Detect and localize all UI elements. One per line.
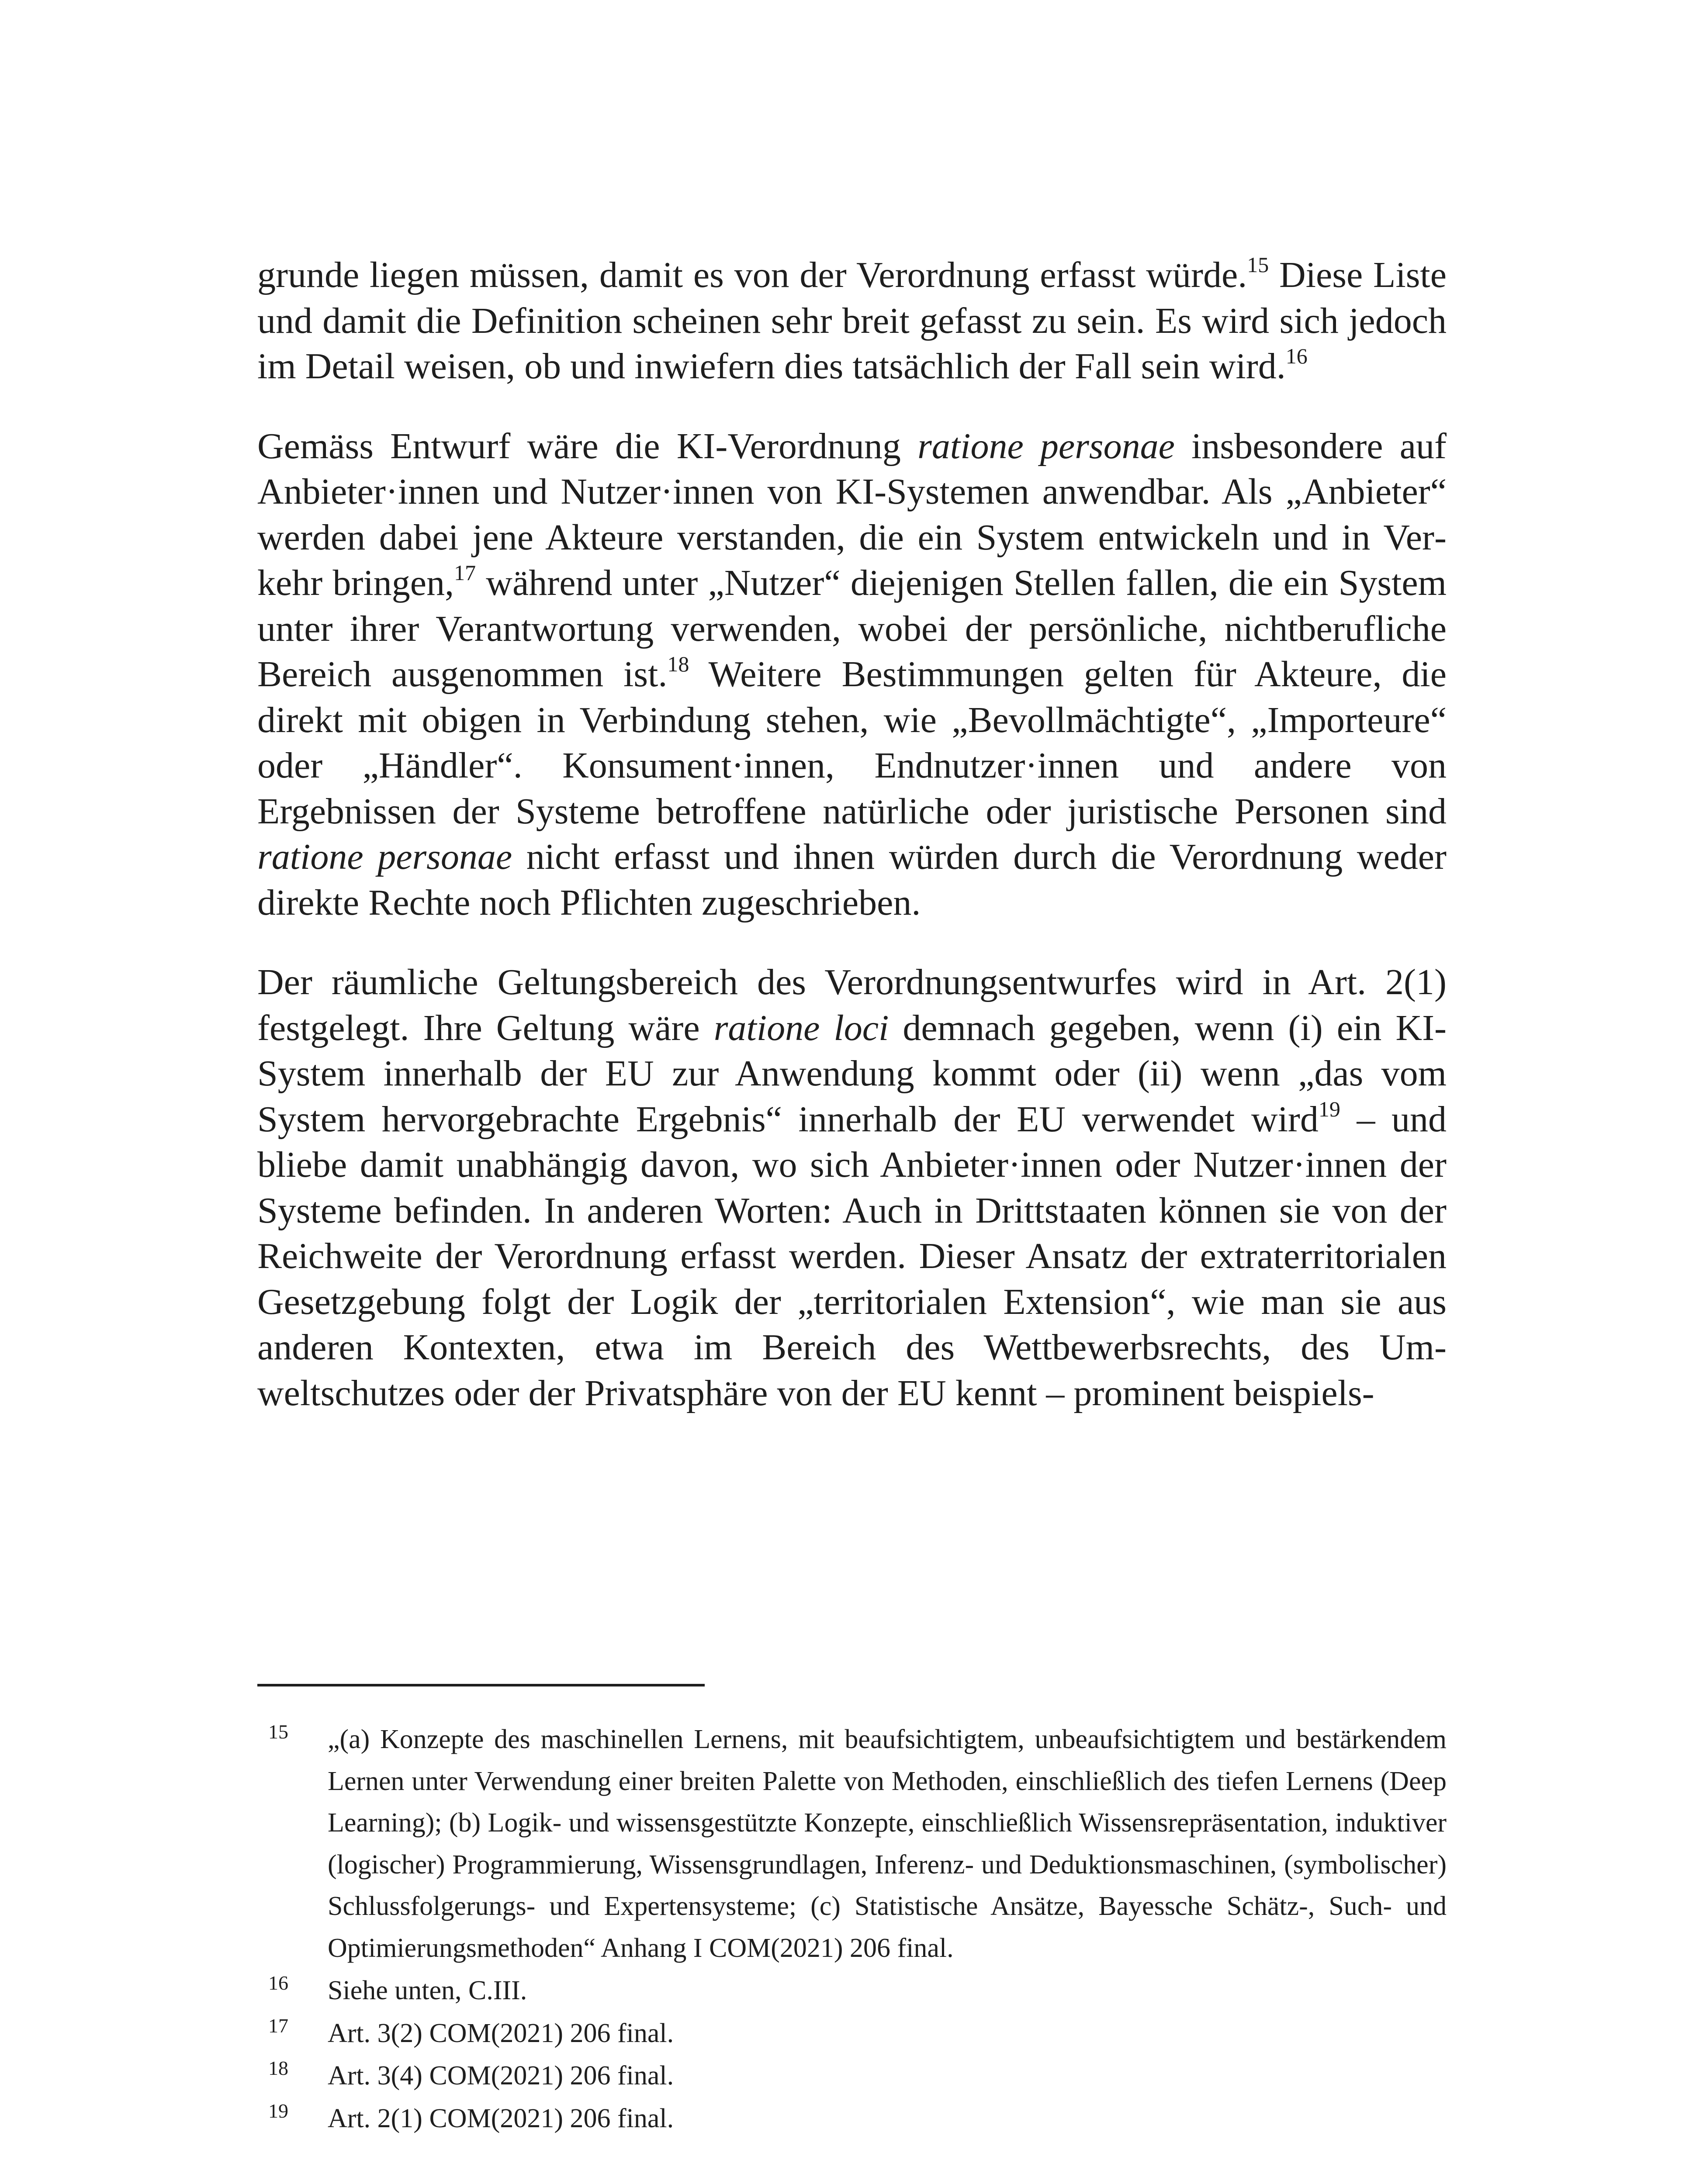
paragraph-text: insbesondere auf Anbieter·innen und Nutzer·innen von KI-Systemen anwendbar. Als „Anbieter“ werden dabei jene Akteure verstanden, die ein System entwickeln und in Verkehr bringen, [257, 425, 1447, 603]
footnote-18 [257, 2055, 1447, 2097]
footnote-number: 19 [268, 2099, 288, 2122]
footnote-16 [257, 1970, 1447, 2012]
footnote-ref-16[interactable]: 16 [1285, 344, 1308, 368]
footnote-text: Art. 3(4) COM(2021) 206 final. [328, 2061, 674, 2091]
paragraph-text: Diese Liste und damit die Definition scheinen sehr breit gefasst zu sein. Es wird sich jedoch im Detail weisen, ob und inwiefern dies tatsächlich der Fall sein wird. [257, 255, 1447, 387]
footnote-text: Art. 2(1) COM(2021) 206 final. [328, 2103, 674, 2133]
footnote-19 [257, 2098, 1447, 2140]
footnote-number: 16 [268, 1972, 288, 1994]
paragraph-text: Gemäss Entwurf wäre die KI-Verordnung [257, 425, 918, 467]
footnote-separator [257, 1684, 705, 1686]
paragraph-text: Der räumliche Geltungsbereich des Verordnungsentwurfes wird in Art. 2(1) festgelegt. Ihre Geltung wäre [257, 962, 1447, 1048]
paragraph-text: Weitere Bestimmungen gelten für Akteure, die direkt mit obigen in Verbindung stehen, wie „Bevollmächtigte“, „Importeure“ oder „Händler“. Konsument·innen, Endnutzer·innen und andere von Ergebnissen der Systeme betroffene natürliche oder juristische Personen sind [257, 654, 1447, 832]
footnote-17 [257, 2013, 1447, 2055]
paragraph-1 [257, 252, 1447, 390]
footnote-number: 18 [268, 2057, 288, 2079]
footnotes [257, 1719, 1447, 2139]
paragraph-text: nicht erfasst und ihnen würden durch die Verordnung weder direkte Rechte noch Pflichten zugeschrieben. [257, 836, 1447, 923]
footnote-text: Art. 3(2) COM(2021) 206 final. [328, 2018, 674, 2048]
footnote-ref-18[interactable]: 18 [667, 652, 689, 676]
paragraph-2 [257, 424, 1447, 926]
footnote-ref-15[interactable]: 15 [1247, 252, 1269, 277]
footnote-ref-17[interactable]: 17 [454, 560, 476, 585]
footnote-number: 17 [268, 2014, 288, 2037]
paragraph-text: – und bliebe damit unabhängig davon, wo sich Anbieter·innen oder Nutzer·innen der Systeme befinden. In anderen Worten: Auch in Drittstaaten können sie von der Reichweite der Verordnung erfasst werden. Dieser Ansatz der extraterritorialen Gesetzgebung folgt der Logik der „territorialen Extension“, wie man sie aus anderen Kontexten, etwa im Bereich des Wettbewerbsrechts, des Umweltschutzes oder der Privatsphäre von der EU kennt – prominent beispiels- [257, 1099, 1447, 1413]
footnote-ref-19[interactable]: 19 [1318, 1096, 1340, 1121]
italic-term: ratione personae [257, 836, 512, 877]
footnote-text: Siehe unten, C.III. [328, 1976, 527, 2005]
body-text [257, 252, 1447, 1450]
footnote-number: 15 [268, 1721, 288, 1743]
paragraph-text: demnach gegeben, wenn (i) ein KI-System innerhalb der EU zur Anwendung kommt oder (ii) wenn „das vom System hervorgebrachte Ergebnis“ innerhalb der EU verwendet wird [257, 1007, 1447, 1140]
paragraph-text: grunde liegen müssen, damit es von der Verordnung erfasst würde. [257, 255, 1247, 295]
paragraph-text: während unter „Nutzer“ diejenigen Stellen fallen, die ein System unter ihrer Verantwortung verwenden, wobei der persönliche, nichtberufliche Bereich ausgenommen ist. [257, 563, 1447, 695]
italic-term: ratione loci [713, 1007, 889, 1048]
footnote-15 [257, 1719, 1447, 1969]
footnote-text: „(a) Konzepte des maschinellen Lernens, mit beaufsichtigtem, unbeaufsichtigtem und bestärkendem Lernen unter Verwendung einer breiten Palette von Methoden, einschließlich des tiefen Lernens (Deep Learning); (b) Logik- und wissensgestützte Konzepte, einschließlich Wissensrepräsentation, induktiver (logischer) Programmierung, Wissensgrundlagen, Inferenz- und Deduktionsmaschinen, (symbolischer) Schlussfolgerungs- und Expertensysteme; (c) Statistische Ansätze, Bayessche Schätz-, Such- und Optimierungsmethoden“ Anhang I COM(2021) 206 final. [328, 1724, 1447, 1963]
paragraph-3 [257, 960, 1447, 1416]
italic-term: ratione personae [917, 425, 1175, 467]
